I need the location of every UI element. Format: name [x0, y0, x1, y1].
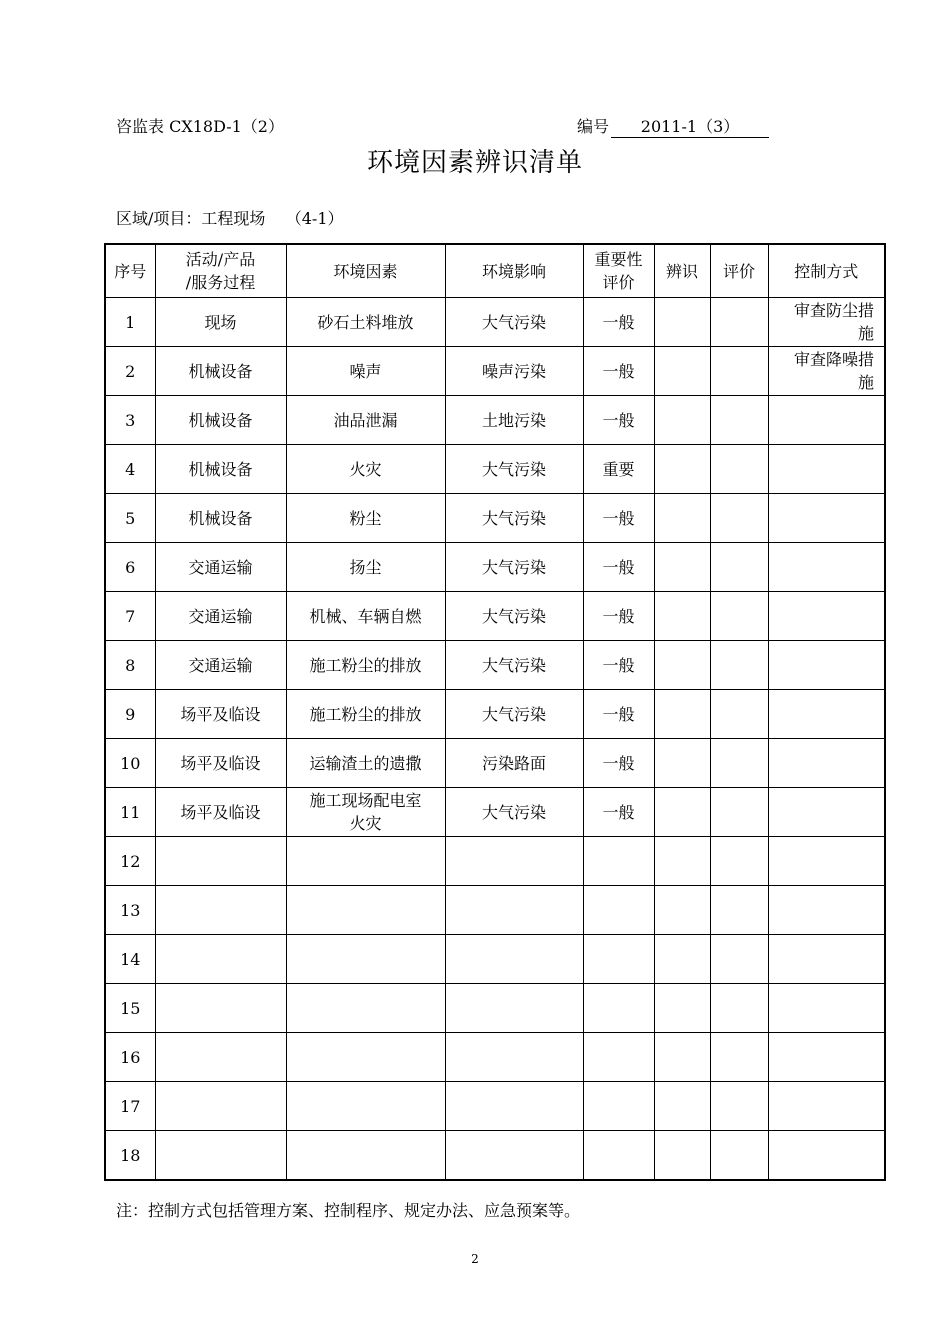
cell-importance: 一般 [583, 739, 654, 788]
cell-impact: 土地污染 [445, 396, 583, 445]
cell-evaluate [710, 837, 768, 886]
cell-evaluate [710, 543, 768, 592]
cell-impact [445, 984, 583, 1033]
cell-control [768, 592, 885, 641]
cell-identify [654, 543, 710, 592]
cell-importance [583, 935, 654, 984]
cell-activity [155, 935, 286, 984]
table-row [105, 1131, 885, 1181]
cell-identify [654, 592, 710, 641]
table-row [105, 739, 885, 788]
table-row [105, 445, 885, 494]
cell-evaluate [710, 396, 768, 445]
cell-factor: 油品泄漏 [286, 396, 445, 445]
cell-control [768, 494, 885, 543]
document-number [577, 114, 769, 138]
cell-activity: 机械设备 [155, 347, 286, 396]
cell-identify [654, 396, 710, 445]
cell-identify [654, 739, 710, 788]
cell-activity: 机械设备 [155, 445, 286, 494]
cell-evaluate [710, 592, 768, 641]
table-row [105, 886, 885, 935]
cell-evaluate [710, 494, 768, 543]
cell-impact: 大气污染 [445, 494, 583, 543]
col-header-factor: 环境因素 [286, 244, 445, 298]
cell-control [768, 445, 885, 494]
table-row [105, 1033, 885, 1082]
cell-importance [583, 1131, 654, 1181]
footnote: 注：控制方式包括管理方案、控制程序、规定办法、应急预案等。 [116, 1201, 581, 1220]
number-label: 编号 [577, 117, 610, 136]
table-row [105, 788, 885, 837]
cell-no: 3 [105, 396, 155, 445]
cell-factor: 粉尘 [286, 494, 445, 543]
cell-activity: 交通运输 [155, 543, 286, 592]
cell-control [768, 984, 885, 1033]
cell-control [768, 739, 885, 788]
cell-identify [654, 445, 710, 494]
cell-no: 9 [105, 690, 155, 739]
page-number: 2 [471, 1252, 479, 1266]
cell-control [768, 543, 885, 592]
cell-no: 2 [105, 347, 155, 396]
cell-control [768, 690, 885, 739]
cell-factor: 施工粉尘的排放 [286, 690, 445, 739]
cell-no: 11 [105, 788, 155, 837]
cell-activity: 现场 [155, 298, 286, 347]
cell-evaluate [710, 984, 768, 1033]
cell-activity [155, 1033, 286, 1082]
table-row [105, 543, 885, 592]
cell-evaluate [710, 445, 768, 494]
cell-identify [654, 886, 710, 935]
cell-impact: 大气污染 [445, 788, 583, 837]
table-row [105, 494, 885, 543]
cell-impact [445, 1131, 583, 1181]
cell-evaluate [710, 1082, 768, 1131]
cell-factor [286, 1033, 445, 1082]
table-body [105, 298, 885, 1181]
col-header-identify: 辨识 [654, 244, 710, 298]
cell-factor [286, 1131, 445, 1181]
cell-factor [286, 837, 445, 886]
cell-factor: 扬尘 [286, 543, 445, 592]
col-header-activity: 活动/产品 /服务过程 [155, 244, 286, 298]
cell-impact: 大气污染 [445, 298, 583, 347]
cell-control [768, 837, 885, 886]
cell-factor: 施工粉尘的排放 [286, 641, 445, 690]
cell-importance [583, 984, 654, 1033]
cell-identify [654, 1033, 710, 1082]
cell-importance: 重要 [583, 445, 654, 494]
cell-activity: 场平及临设 [155, 739, 286, 788]
cell-impact [445, 1082, 583, 1131]
cell-control [768, 788, 885, 837]
cell-evaluate [710, 641, 768, 690]
cell-control [768, 886, 885, 935]
cell-activity: 场平及临设 [155, 690, 286, 739]
cell-no: 7 [105, 592, 155, 641]
cell-evaluate [710, 1131, 768, 1181]
cell-evaluate [710, 886, 768, 935]
cell-activity [155, 837, 286, 886]
cell-activity: 交通运输 [155, 592, 286, 641]
cell-impact: 大气污染 [445, 445, 583, 494]
col-header-impact: 环境影响 [445, 244, 583, 298]
cell-identify [654, 347, 710, 396]
cell-activity [155, 1082, 286, 1131]
cell-identify [654, 641, 710, 690]
cell-importance: 一般 [583, 788, 654, 837]
cell-importance [583, 1033, 654, 1082]
cell-activity [155, 886, 286, 935]
table-row [105, 347, 885, 396]
environment-factor-table [104, 243, 886, 1181]
cell-importance: 一般 [583, 690, 654, 739]
col-header-evaluate: 评价 [710, 244, 768, 298]
col-header-importance: 重要性 评价 [583, 244, 654, 298]
table-row [105, 837, 885, 886]
col-header-control: 控制方式 [768, 244, 885, 298]
number-value: 2011-1（3） [611, 117, 769, 138]
cell-evaluate [710, 690, 768, 739]
cell-activity [155, 984, 286, 1033]
cell-factor [286, 935, 445, 984]
cell-no: 16 [105, 1033, 155, 1082]
table-row [105, 984, 885, 1033]
cell-impact: 大气污染 [445, 592, 583, 641]
cell-no: 10 [105, 739, 155, 788]
page-title: 环境因素辨识清单 [366, 148, 583, 178]
cell-importance: 一般 [583, 396, 654, 445]
col-header-no: 序号 [105, 244, 155, 298]
table-row [105, 641, 885, 690]
cell-activity: 场平及临设 [155, 788, 286, 837]
cell-identify [654, 1131, 710, 1181]
cell-importance [583, 886, 654, 935]
cell-no: 4 [105, 445, 155, 494]
cell-no: 15 [105, 984, 155, 1033]
cell-no: 8 [105, 641, 155, 690]
cell-importance: 一般 [583, 641, 654, 690]
cell-impact [445, 886, 583, 935]
cell-no: 17 [105, 1082, 155, 1131]
cell-activity: 机械设备 [155, 396, 286, 445]
table-row [105, 935, 885, 984]
cell-activity: 机械设备 [155, 494, 286, 543]
cell-no: 18 [105, 1131, 155, 1181]
cell-control [768, 1082, 885, 1131]
cell-impact [445, 1033, 583, 1082]
cell-factor: 噪声 [286, 347, 445, 396]
cell-no: 6 [105, 543, 155, 592]
cell-control [768, 1131, 885, 1181]
cell-no: 13 [105, 886, 155, 935]
cell-impact: 大气污染 [445, 641, 583, 690]
cell-impact: 污染路面 [445, 739, 583, 788]
cell-impact: 噪声污染 [445, 347, 583, 396]
table-row [105, 396, 885, 445]
area-project-line: 区域/项目：工程现场 （4-1） [116, 209, 344, 228]
cell-factor [286, 1082, 445, 1131]
cell-importance: 一般 [583, 543, 654, 592]
cell-impact: 大气污染 [445, 543, 583, 592]
table-header-row [105, 244, 885, 298]
cell-impact [445, 935, 583, 984]
table-row [105, 690, 885, 739]
cell-factor [286, 984, 445, 1033]
cell-importance [583, 837, 654, 886]
cell-identify [654, 837, 710, 886]
cell-activity: 交通运输 [155, 641, 286, 690]
cell-importance [583, 1082, 654, 1131]
cell-identify [654, 690, 710, 739]
cell-importance: 一般 [583, 347, 654, 396]
cell-no: 12 [105, 837, 155, 886]
cell-factor: 运输渣土的遗撒 [286, 739, 445, 788]
cell-identify [654, 788, 710, 837]
cell-no: 14 [105, 935, 155, 984]
table-row [105, 592, 885, 641]
cell-identify [654, 935, 710, 984]
cell-identify [654, 984, 710, 1033]
cell-impact: 大气污染 [445, 690, 583, 739]
cell-importance: 一般 [583, 494, 654, 543]
cell-control: 审查降噪措 施 [768, 347, 885, 396]
cell-control [768, 396, 885, 445]
table-row [105, 1082, 885, 1131]
cell-control [768, 935, 885, 984]
cell-importance: 一般 [583, 298, 654, 347]
cell-no: 1 [105, 298, 155, 347]
cell-evaluate [710, 347, 768, 396]
cell-evaluate [710, 298, 768, 347]
cell-factor: 施工现场配电室 火灾 [286, 788, 445, 837]
cell-control: 审查防尘措 施 [768, 298, 885, 347]
cell-identify [654, 298, 710, 347]
cell-importance: 一般 [583, 592, 654, 641]
cell-factor: 火灾 [286, 445, 445, 494]
cell-control [768, 641, 885, 690]
cell-no: 5 [105, 494, 155, 543]
cell-evaluate [710, 739, 768, 788]
cell-evaluate [710, 1033, 768, 1082]
cell-identify [654, 494, 710, 543]
cell-factor: 机械、车辆自燃 [286, 592, 445, 641]
table-row [105, 298, 885, 347]
cell-impact [445, 837, 583, 886]
cell-evaluate [710, 788, 768, 837]
cell-activity [155, 1131, 286, 1181]
cell-control [768, 1033, 885, 1082]
cell-evaluate [710, 935, 768, 984]
cell-identify [654, 1082, 710, 1131]
cell-factor: 砂石土料堆放 [286, 298, 445, 347]
cell-factor [286, 886, 445, 935]
form-code: 咨监表 CX18D-1（2） [116, 117, 284, 136]
